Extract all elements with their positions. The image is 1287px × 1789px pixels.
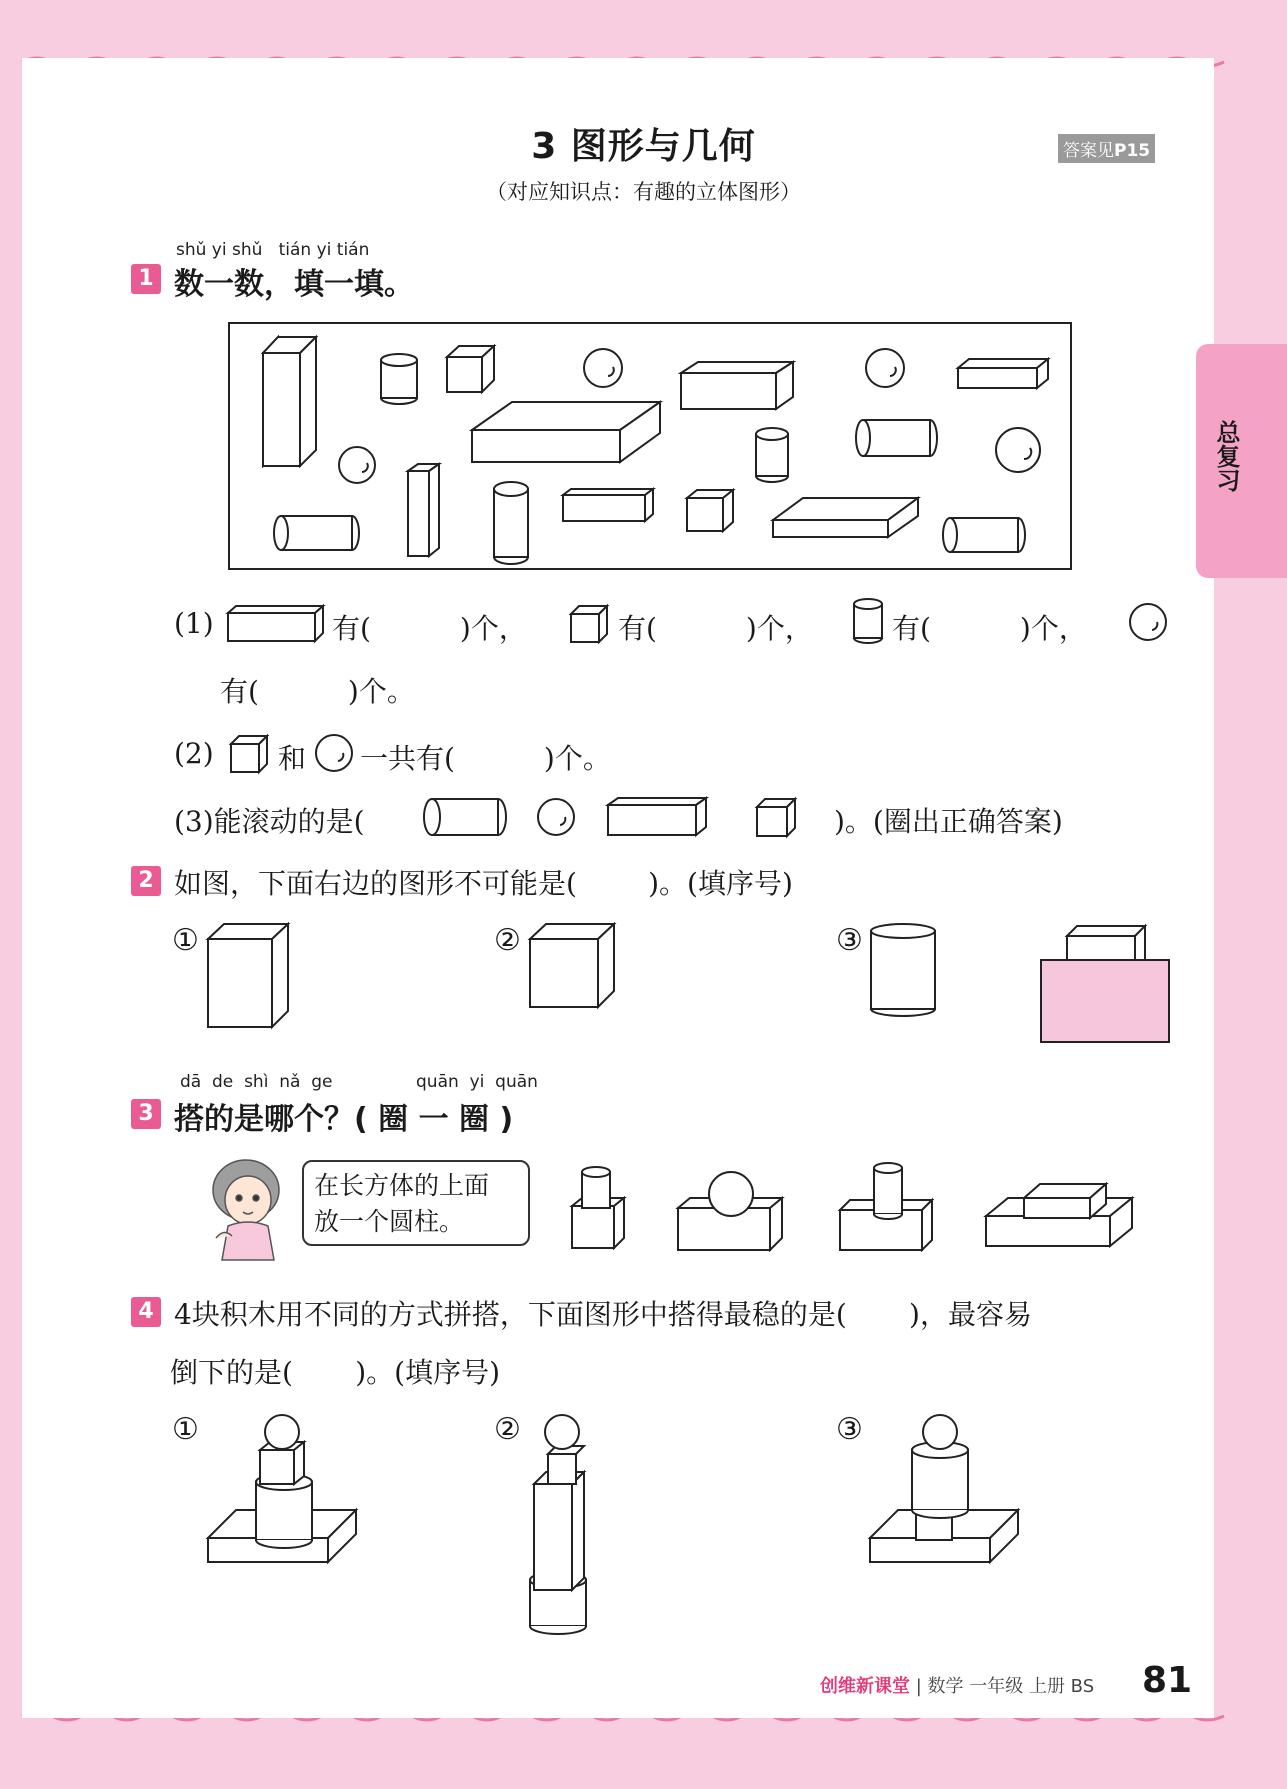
q3-pinyin-a: dā de shì nǎ ge: [180, 1072, 333, 1092]
sphere-icon: [314, 733, 358, 777]
speech-line-1: 在长方体的上面: [314, 1171, 490, 1200]
answer-ref-page: P15: [1114, 141, 1151, 161]
sphere-1: [584, 349, 622, 387]
flat-cuboid-3: [563, 489, 653, 521]
sphere-4: [996, 428, 1040, 472]
footer-brand: 创维新课堂: [820, 1676, 910, 1697]
q2-number-badge: 2: [131, 866, 161, 896]
q3-option-cylinder-on-cuboid[interactable]: [836, 1160, 936, 1256]
q4-option-3-stack: [868, 1410, 1024, 1572]
q2-title[interactable]: 如图，下面右边的图形不可能是( )。(填序号): [174, 867, 793, 900]
q4-option-1-label: ①: [172, 1412, 199, 1447]
q2-option-1-cuboid: [206, 922, 290, 1030]
cylinder-3: [494, 482, 528, 564]
cube-option[interactable]: [755, 797, 799, 841]
cylinder-1: [381, 354, 417, 404]
q2-option-2-cube: [528, 922, 618, 1010]
q4-option-2-stack: [524, 1410, 596, 1632]
tall-cuboid-2: [408, 464, 439, 556]
q2-option-3-label: ③: [836, 923, 863, 958]
page-title: 3 图形与几何: [531, 126, 756, 167]
page-subtitle: （对应知识点：有趣的立体图形）: [486, 180, 801, 204]
answer-ref-prefix: 答案见: [1063, 141, 1114, 161]
q4-option-1-stack: [206, 1410, 362, 1572]
q4-line-2[interactable]: 倒下的是( )。(填序号): [170, 1356, 500, 1389]
q2-hidden-shape-figure: [1039, 922, 1173, 1044]
footer: [820, 1672, 1094, 1698]
q1-part1-blank-cube[interactable]: 有( )个，: [618, 612, 813, 645]
sphere-option[interactable]: [536, 797, 580, 841]
speech-line-2: 放一个圆柱。: [314, 1207, 465, 1236]
side-tab-label: 总复习: [1212, 420, 1240, 492]
flat-cuboid-4: [773, 498, 918, 537]
cuboid-icon: [226, 604, 326, 644]
lying-cylinder-2: [274, 516, 359, 550]
cylinder-2: [756, 428, 788, 482]
cube-2: [687, 490, 733, 531]
lying-cylinder-option[interactable]: [422, 796, 506, 840]
q2-option-3-cylinder: [868, 922, 940, 1022]
q3-option-cuboid-on-cuboid[interactable]: [984, 1174, 1134, 1254]
q1-part2-blank[interactable]: 一共有( )个。: [360, 742, 611, 775]
cuboid-option[interactable]: [606, 796, 710, 840]
answer-ref-badge: [1058, 134, 1155, 163]
q1-part3-prefix: (3)能滚动的是(: [174, 805, 365, 838]
big-cuboid: [472, 402, 660, 462]
cube-1: [447, 346, 494, 392]
q3-pinyin-b: quān yi quān: [416, 1072, 538, 1092]
q1-part1-blank-cuboid[interactable]: 有( )个，: [332, 612, 527, 645]
cube-icon: [569, 604, 611, 644]
q4-option-2-label: ②: [494, 1412, 521, 1447]
page-number: 81: [1142, 1660, 1193, 1701]
q3-title: 搭的是哪个？( 圈 一 圈 ): [174, 1102, 514, 1137]
sphere-2: [866, 349, 904, 387]
q1-part2-and: 和: [278, 742, 307, 775]
q1-part2-label: (2): [174, 737, 214, 770]
speech-bubble: [302, 1160, 530, 1246]
q1-part1-blank-cylinder[interactable]: 有( )个，: [892, 612, 1087, 645]
lying-cylinder-1: [856, 420, 937, 456]
flat-cuboid-2: [958, 359, 1048, 388]
q3-option-sphere-on-cuboid[interactable]: [676, 1166, 786, 1262]
q1-part1-label: (1): [174, 607, 214, 640]
q2-option-2-label: ②: [494, 923, 521, 958]
q1-part1-blank-sphere[interactable]: 有( )个。: [220, 675, 415, 708]
sphere-3: [339, 447, 375, 483]
q3-option-cylinder-on-cube[interactable]: [570, 1166, 626, 1262]
tall-cuboid-1: [263, 337, 316, 466]
q1-part3-suffix: )。(圈出正确答案): [834, 805, 1063, 838]
lying-cylinder-3: [943, 518, 1025, 552]
q1-shapes-picture: [228, 322, 1073, 572]
q1-number-badge: 1: [131, 264, 161, 294]
q1-title: 数一数，填一填。: [174, 267, 414, 302]
q4-option-3-label: ③: [836, 1412, 863, 1447]
flat-cuboid-1: [681, 362, 793, 409]
q3-number-badge: 3: [131, 1099, 161, 1129]
footer-info: | 数学 一年级 上册 BS: [915, 1676, 1095, 1697]
q4-number-badge: 4: [131, 1297, 161, 1327]
girl-mascot-illustration: [206, 1152, 290, 1264]
cube-icon: [229, 734, 271, 774]
q2-option-1-label: ①: [172, 923, 199, 958]
sphere-icon: [1128, 602, 1172, 646]
q1-pinyin: shǔ yi shǔ tián yi tián: [176, 240, 370, 260]
cylinder-icon: [852, 598, 886, 644]
q4-line-1[interactable]: 4块积木用不同的方式拼搭，下面图形中搭得最稳的是( )，最容易: [174, 1298, 1032, 1331]
side-tab[interactable]: [1196, 344, 1287, 578]
